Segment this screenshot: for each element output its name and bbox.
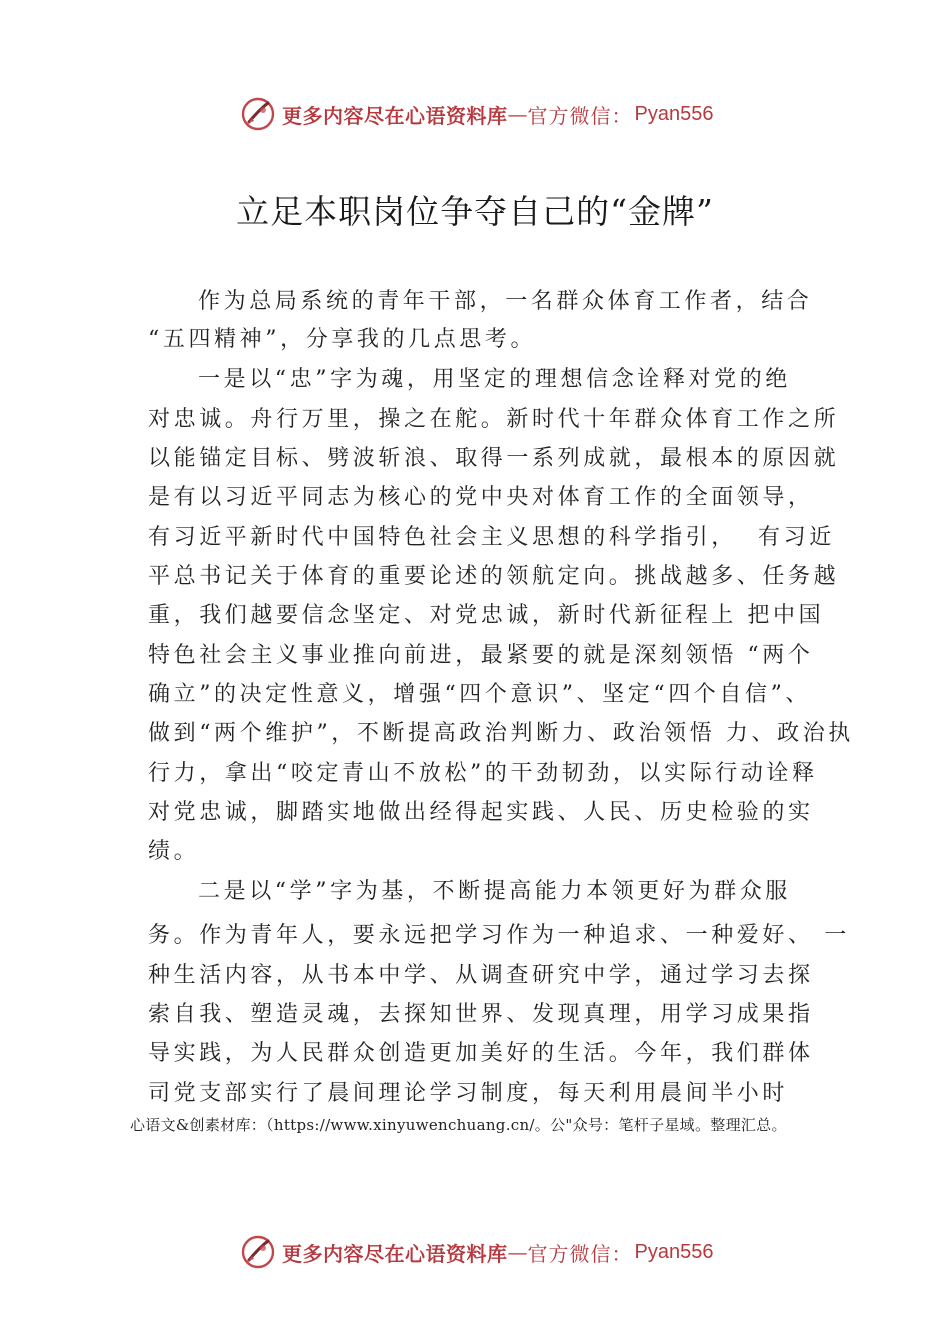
header-banner: [240, 94, 713, 134]
body-line: 对党忠诚，脚踏实地做出经得起实践、人民、历史检验的实: [148, 800, 814, 825]
body-line: 种生活内容，从书本中学、从调查研究中学，通过学习去探: [148, 963, 814, 988]
banner-main-text: 更多内容尽在心语资料库: [282, 1241, 508, 1266]
body-line: 务。作为青年人，要永远把学习作为一种追求、一种爱好、 一: [148, 923, 850, 948]
body-line: 是有以习近平同志为核心的党中央对体育工作的全面领导，: [148, 485, 814, 510]
banner-wechat-id: Pyan556: [634, 1240, 714, 1263]
body-line: 行力，拿出“咬定青山不放松”的干劲韧劲，以实际行动诠释: [148, 761, 818, 786]
banner-wechat-label: 官方微信：: [527, 103, 633, 128]
body-line: “五四精神”，分享我的几点思考。: [148, 327, 537, 352]
body-line: 二是以“学”字为基，不断提高能力本领更好为群众服: [198, 879, 791, 904]
body-line: 确立”的决定性意义，增强“四个意识”、坚定“四个自信”、: [148, 682, 812, 707]
body-line: 司党支部实行了晨间理论学习制度，每天利用晨间半小时: [148, 1081, 789, 1106]
body-line: 有习近平新时代中国特色社会主义思想的科学指引， 有习近: [148, 525, 835, 550]
source-note: 心语文&创素材库：（https://www.xinyuwenchuang.cn/。公"众号：笔杆子星域。整理汇总。: [130, 1116, 787, 1134]
body-line: 平总书记关于体育的重要论述的领航定向。挑战越多、任务越: [148, 564, 840, 589]
banner-wechat-label: 官方微信：: [527, 1241, 633, 1266]
brush-logo-icon: [240, 1234, 276, 1270]
brush-logo-icon: [240, 96, 276, 132]
body-line: 重，我们越要信念坚定、对党忠诚，新时代新征程上 把中国: [148, 603, 825, 628]
body-line: 一是以“忠”字为魂，用坚定的理想信念诠释对党的绝: [198, 367, 791, 392]
document-title: 立足本职岗位争夺自己的“金牌”: [236, 192, 714, 231]
body-line: 做到“两个维护”，不断提高政治判断力、政治领悟 力、政治执: [148, 721, 854, 746]
body-line: 以能锚定目标、劈波斩浪、取得一系列成就，最根本的原因就: [148, 446, 840, 471]
banner-separator: —: [507, 102, 528, 126]
banner-separator: —: [507, 1240, 528, 1264]
body-line: 对忠诚。舟行万里，操之在舵。新时代十年群众体育工作之所: [148, 407, 840, 432]
banner-main-text: 更多内容尽在心语资料库: [282, 103, 508, 128]
body-line: 绩。: [148, 839, 200, 864]
body-line: 作为总局系统的青年干部，一名群众体育工作者，结合: [198, 289, 813, 314]
body-line: 导实践，为人民群众创造更加美好的生活。今年，我们群体: [148, 1041, 814, 1066]
body-line: 特色社会主义事业推向前进，最紧要的就是深刻领悟 “两个: [148, 643, 814, 668]
banner-wechat-id: Pyan556: [634, 102, 714, 125]
body-line: 索自我、塑造灵魂，去探知世界、发现真理，用学习成果指: [148, 1002, 814, 1027]
footer-banner: [240, 1232, 713, 1272]
